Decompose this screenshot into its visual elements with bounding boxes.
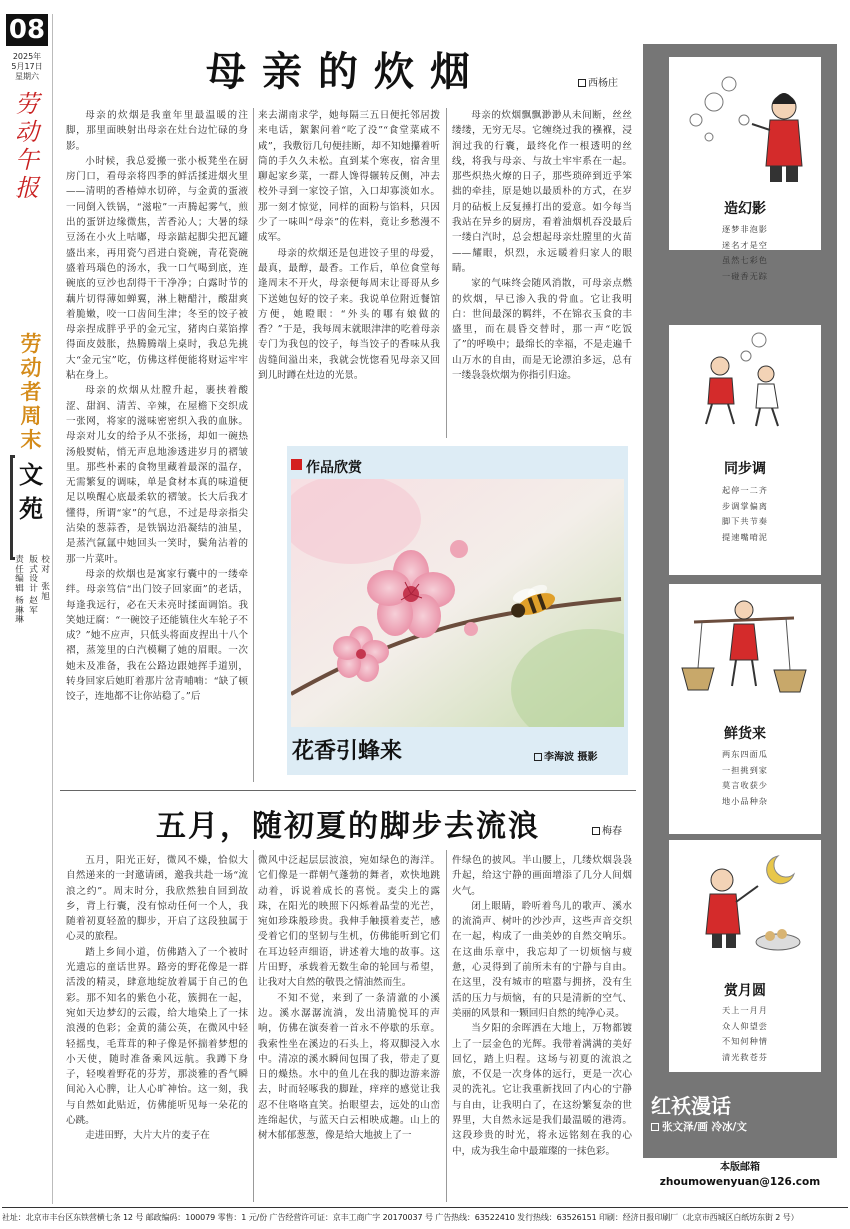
article-title: 五月，随初夏的脚步去流浪: [156, 809, 540, 844]
poem-line: 一担挑到家: [722, 764, 768, 775]
article-column: [258, 108, 440, 383]
poem-line: 莫言收获少: [722, 780, 768, 791]
staff-name: 杨琳琳: [15, 596, 24, 626]
poem-line: 两东四面瓜: [722, 749, 768, 759]
poem-line: 不知何种情: [722, 1036, 768, 1047]
paragraph: 家的气味终会随风消散，可母亲点燃的炊烟，早已渗入我的骨血。它让我明白：世间最深的羁绊，不在锦衣玉食的丰盛里，而在晨昏交替时，那一声“吃饭了”的呼唤中；最绵长的幸福，不是走遍千山万水的自由，而是无论漂泊多远，总有一缕袅袅炊烟为你指引归途。: [452, 278, 632, 382]
byline-text: 西杨庄: [588, 78, 618, 89]
artwork-credit: [534, 748, 597, 763]
article-byline: [578, 74, 618, 89]
moon-viewing-drawing: [674, 846, 816, 962]
article-column: [452, 853, 632, 1159]
flower-bee-photo: [291, 479, 624, 727]
credit-text: 张文泽/画 冷冰/文: [662, 1121, 747, 1133]
poem-line: 虽然七彩色: [722, 255, 768, 266]
paragraph: 母亲的炊烟也是寓家行囊中的一缕牵绊。母亲笃信“出门饺子回家面”的老话，每逢我远行，必在天未亮时揉面调馅。我笑她迂腐：“一碗饺子还能镇住火车轮子不成？”她不应声，只低头将面皮捏出十八个褶，蒸笼里的白汽模糊了她的眉眼。一次她未及准备，我在公路边跟她挥手道别，转身回家后她盯着那片岔青哺喃：“缺了顿饺子，连地都不让你站稳了。”后: [66, 568, 248, 703]
panel-caption: 同步调: [724, 461, 766, 477]
paragraph: 闭上眼睛，聆听着鸟儿的歌声、溪水的流淌声、树叶的沙沙声，这些声音交织在一起，构成了一曲美妙的自然交响乐。在这曲乐章中，我忘却了一切烦恼与疲惫，心灵得到了前所未有的宁静与自由。在这里，没有城市的喧嚣与拥挤，没有生活的压力与烦恼，有的只是清新的空气、美丽的风景和一颗回归自然的纯净心灵。: [452, 900, 632, 1019]
staff-name: 张旭: [41, 582, 50, 602]
panel-poem: [669, 747, 821, 809]
newspaper-logo: [10, 86, 44, 204]
panel-caption: 赏月圆: [724, 983, 766, 999]
artwork-title: 花香引蜂来: [292, 739, 403, 764]
contact-mailbox: [643, 1158, 837, 1192]
paragraph: 五月，阳光正好，微风不燥，恰似大自然递来的一封邀请函，邀我共赴一场“流浪之约”。周末时分，我欣然独自回到故乡，背上行囊，没有惊动任何一个人，我随着初夏轻盈的脚步，开启了这段独属于心灵的旅程。: [66, 855, 248, 943]
poem-line: 众人仰望尝: [722, 1020, 768, 1031]
paragraph: 微风中泛起层层波浪，宛如绿色的海洋。它们像是一群朝气蓬勃的舞者，欢快地跳动着，诉说着成长的喜悦。麦尖上的露珠，在阳光的映照下闪烁着晶莹的光芒，宛如珍珠般珍贵。我伸手触摸着麦芒，感受着它们的坚韧与生机，仿佛能听到它们在耳边轻声细语，讲述着大地的故事。这片田野，承载着无数生命的轮回与希望，让我对大自然的敬畏之情油然而生。: [258, 855, 440, 989]
bubble-boy-drawing: [674, 62, 816, 192]
staff-role: 版式设计: [29, 555, 38, 594]
paragraph: 母亲的炊烟从灶膛升起，裹挟着酸涩、甜润、清苦、辛辣，在屋檐下交织成一张网，将家的滋味密密织入我的血脉。母亲对儿女的给予从不张扬，却如一碗热汤般熨帖，悄无声息地渗透进岁月的褶皱里。那些朴素的食物里藏着最深的温存，无需繁复的调味，单是食材本真的味道便足以唤醒心底最柔软的褶皱。长大后我才懂得，所谓“家”的气息，不过是母亲指尖沾染的葱蒜香，是铁锅边沿凝结的油星，是蒸汽氤氲中她回头一笑时，鬓角沾着的那一片菜叶。: [66, 385, 248, 565]
paragraph: 来去湖南求学，她每隔三五日便托邻居拨来电话，絮絮问着“吃了没”“食堂菜咸不咸”，我敷衍几句便挂断，却不知她攥着听筒的手久久未松。直到某个寒夜，宿舍里聊起家乡菜，一群人馋得辗转反侧，冲去校外寻到一家饺子馆，入口却寡淡如水。那一刻才惊觉，同样的面粉与馅料，只因少了一味叫“母亲”的佐料，竟让乡愁漫不成军。: [258, 110, 440, 244]
article-title: 母亲的炊烟: [206, 49, 486, 95]
page-number: 08: [6, 14, 48, 46]
article-column: [452, 108, 632, 383]
poem-line: 起停一二齐: [722, 485, 768, 495]
section-bracket: [10, 455, 15, 560]
walking-kids-drawing: [674, 330, 816, 430]
poem-line: 清光救苍芬: [722, 1051, 768, 1062]
comic-credit: [651, 1119, 747, 1134]
publisher-footer: 社址：北京市丰台区东铁营横七条 12 号 邮政编码：100079 零售：1 元/份 广告经营许可证：京丰工商广字 20170037 号 广告热线：63522410 发行热线：63526151 印刷：经济日报印刷厂（北京市西城区白纸坊东街 2 号）: [2, 1213, 799, 1222]
poem-line: 逐梦非泡影: [722, 224, 768, 234]
panel-caption: 造幻影: [724, 201, 766, 217]
paragraph: 当夕阳的余晖洒在大地上，万物都镀上了一层金色的光辉。我带着满满的美好回忆，踏上归程。这场与初夏的流浪之旅，不仅是一次身体的远行，更是一次心灵的洗礼。它让我重新找回了内心的宁静与自由，让我明白了，在这纷繁复杂的世界里，大自然永远是我们最温暖的港湾。这段珍贵的时光，将永远铭刻在我的心中，成为我生命中最璀璨的一抹色彩。: [452, 1023, 632, 1157]
panel-caption: 鲜货来: [724, 726, 766, 742]
panel-poem: [669, 222, 821, 284]
sub-section-name: 文苑: [19, 461, 43, 523]
credit-text: 李海波 摄影: [544, 752, 598, 763]
staff-role: 校对: [41, 555, 50, 575]
paragraph: 小时候，我总爱搬一张小板凳坐在厨房门口，看母亲将四季的鲜活揉进烟火里——清明的香椿焯水切碎，与金黄的蛋液一同倒入铁锅，“滋啦”一声腾起雾气，煎出的蛋饼边缘微焦，苦香沁人；大暑的绿豆汤在小火上咕嘟，母亲踮起脚尖把瓦罐盛出来，再用瓷勺舀进白瓷碗，青花瓷碗盛着玛瑙色的汤水，我一口气喝到底，连碗底的豆沙也刮得干干净净；白露时节的藕片切得薄如蝉翼，淋上糖醋汁，酸甜爽着脆嫩，咬一口齿间生津；冬至的饺子被母亲捏成胖乎乎的金元宝，猪肉白菜馅撑得面皮鼓胀，热腾腾端上桌时，我总先挑大“金元宝”吃，仿佛这样便能将财运牢牢粘在身上。: [66, 155, 248, 382]
poem-line: 提速嘴唷泥: [722, 531, 768, 542]
poem-line: 地小品种杂: [722, 795, 768, 806]
artwork-heading: 作品欣赏: [306, 460, 362, 476]
poem-line: 步调掌偏离: [722, 500, 768, 511]
article-byline: [592, 822, 622, 837]
svg-text:劳: 劳: [15, 90, 39, 118]
heading-marker: [291, 459, 302, 470]
date-year: 2025年: [12, 52, 42, 61]
mailbox-email[interactable]: zhoumowenyuan@126.com: [659, 1176, 821, 1188]
poem-line: 天上一月月: [722, 1005, 768, 1015]
article-column: [258, 853, 440, 1144]
paragraph: 不知不觉，来到了一条清澈的小溪边。溪水潺潺流淌，发出清脆悦耳的声响，仿佛在演奏着一首永不停歇的乐章。我索性坐在溪边的石头上，将双脚浸入水中。清凉的溪水瞬间包围了我，带走了夏日的燥热。水中的鱼儿在我的脚边游来游去，时而轻啄我的脚趾，痒痒的感觉让我忍不住咯咯直笑。抬眼望去，远处的山峦连绵起伏，与蓝天白云相映成趣。山上的树木郁郁葱葱，像是给大地披上了一: [258, 992, 440, 1142]
mailbox-label: 本版邮箱: [720, 1162, 760, 1173]
svg-text:报: 报: [15, 174, 39, 202]
poem-line: 迷名才是空: [722, 239, 768, 250]
staff-role: 责任编辑: [15, 555, 24, 594]
comic-series-title: 红袄漫话: [651, 1094, 731, 1118]
weekday: 星期六: [15, 72, 39, 81]
panel-poem: [669, 483, 821, 545]
section-name: 劳动者周末: [20, 332, 42, 452]
svg-text:午: 午: [15, 146, 39, 174]
poem-line: 一碰香无踪: [722, 270, 768, 281]
paragraph: 走进田野，大片大片的麦子在: [85, 1130, 210, 1142]
date-day: 5月17日: [11, 62, 43, 71]
paragraph: 母亲的炊烟是我童年里最温暖的注脚，那里面映射出母亲在灶台边忙碌的身影。: [66, 110, 248, 152]
svg-text:动: 动: [15, 118, 39, 146]
paragraph: 踏上乡间小道，仿佛踏入了一个被时光遗忘的童话世界。路旁的野花像是一群活泼的精灵，肆意地绽放着属于自己的色彩。那不知名的紫色小花，簇拥在一起，宛如天边梦幻的云霞，给大地染上了一抹浪漫的色彩；金黄的蒲公英，在微风中轻轻摇曳，毛茸茸的种子像是怀揣着梦想的小天使，随时准备乘风远航。我蹲下身子，轻嗅着野花的芬芳，那淡雅的香气瞬间沁入心脾，让人心旷神怡。这一刻，我与自然如此贴近，仿佛能听见每一朵花的心跳。: [66, 946, 248, 1127]
byline-text: 梅春: [602, 826, 622, 837]
paragraph: 母亲的炊烟还是包进饺子里的母爱，最真，最醇，最香。工作后，单位食堂每逢周末不开火，母亲便每周末让哥哥从乡下送她包好的饺子来。我说单位附近餐馆方便，她瞪眼：“外头的哪有娘做的香？”于是，我每周末就眼津津的吃着母亲专门为我包的饺子，每当饺子的香味从我齿缝间溢出来，我就会恍惚看见母亲又回到儿时蹲在灶边的光景。: [258, 247, 440, 382]
panel-poem: [669, 1003, 821, 1065]
carrying-pole-drawing: [674, 590, 816, 710]
staff-name: 赵军: [29, 596, 38, 616]
article-column: [66, 853, 248, 1144]
article-column: [66, 108, 248, 705]
paragraph: 母亲的炊烟飘飘渺渺从未间断，丝丝缕缕，无穷无尽。它缠绕过我的襁褓，浸润过我的行囊，最终化作一根透明的丝线，将我与母亲、与故土牢牢系在一起。那些炽热火燎的日子，那些琐碎到近乎笨拙的牵挂，原是她以最质朴的方式，在岁月的砧板上反复捶打出的爱意。如今每当我站在异乡的厨房，看着油烟机吞没最后一缕白汽时，总会想起母亲灶膛里的火苗——耀眼，炽烈，永远暖着归家人的眼睛。: [452, 110, 632, 274]
poem-line: 脚下共节奏: [722, 516, 768, 527]
paragraph: 件绿色的披风。半山腰上，几缕炊烟袅袅升起，给这宁静的画面增添了几分人间烟火气。: [452, 855, 632, 897]
